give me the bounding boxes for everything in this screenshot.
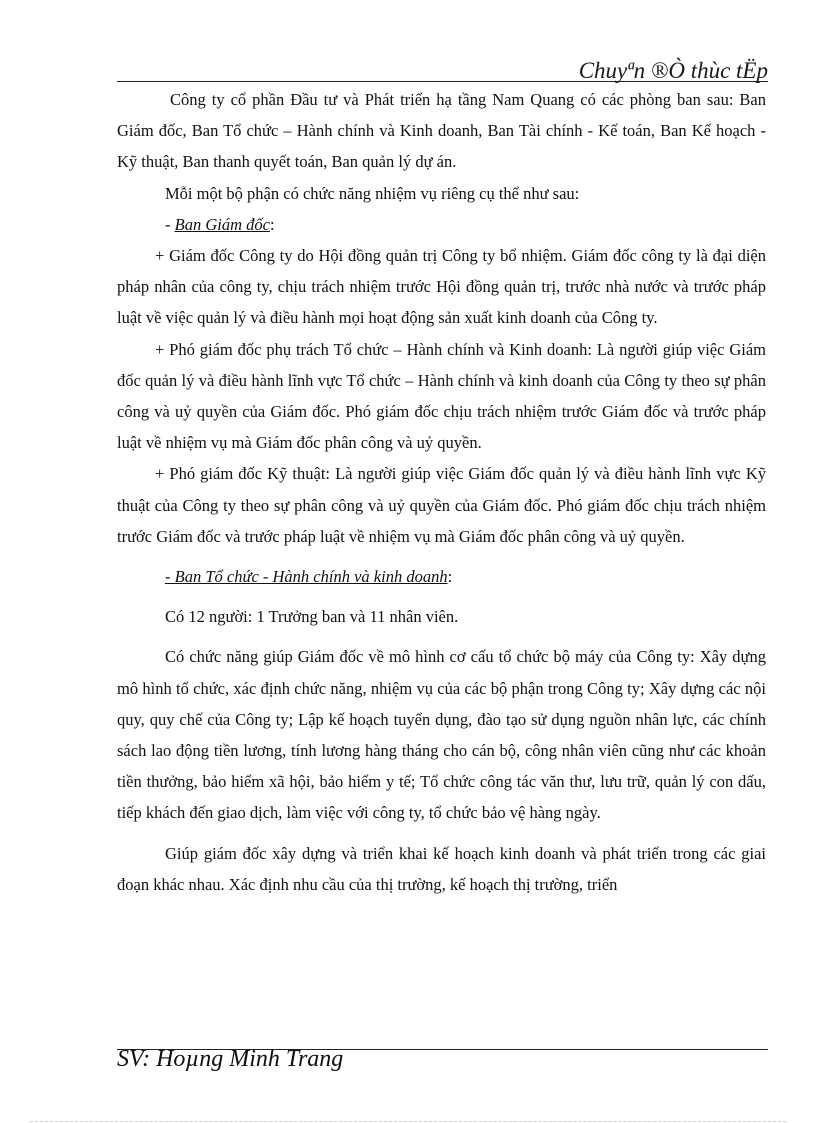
footer-author: SV: Hoµng Minh Trang <box>117 1046 344 1072</box>
section-heading-colon: : <box>447 567 453 587</box>
document-body <box>117 84 766 900</box>
paragraph-deputy-admin: + Phó giám đốc phụ trách Tổ chức – Hành chính và Kinh doanh: Là người giúp việc Giám đốc quản lý và điều hành lĩnh vực Tổ chức – Hành chính và kinh doanh của Công ty theo sự phân công và uỷ quyền của Giám đốc. Phó giám đốc chịu trách nhiệm trước Giám đốc và trước pháp luật về nhiệm vụ mà Giám đốc phân công và uỷ quyền. <box>117 339 766 453</box>
header-divider <box>117 81 768 82</box>
page-bottom-edge <box>30 1121 786 1122</box>
section-heading-organization-dept <box>117 561 766 592</box>
paragraph-deputy-technical: + Phó giám đốc Kỹ thuật: Là người giúp việc Giám đốc quản lý và điều hành lĩnh vực Kỹ thuật của Công ty theo sự phân công và uỷ quyền của Giám đốc. Phó giám đốc chịu trách nhiệm trước Giám đốc và trước pháp luật về nhiệm vụ mà Giám đốc phân công và uỷ quyền. <box>117 464 766 546</box>
section-heading-text: - Ban Tổ chức - Hành chính và kinh doanh <box>165 567 448 587</box>
page-header-title: Chuyªn ®Ò thùc tËp <box>578 58 768 83</box>
paragraph-director: + Giám đốc Công ty do Hội đồng quản trị Công ty bổ nhiệm. Giám đốc công ty là đại diện pháp nhân của công ty, chịu trách nhiệm trước Hội đồng quản trị, trước nhà nước và trước pháp luật về việc quản lý và điều hành mọi hoạt động sản xuất kinh doanh của Công ty. <box>117 246 766 328</box>
paragraph-departments-intro: Công ty cổ phần Đầu tư và Phát triển hạ tầng Nam Quang có các phòng ban sau: Ban Giám đốc, Ban Tổ chức – Hành chính và Kinh doanh, Ban Tài chính - Kế toán, Ban Kế hoạch - Kỹ thuật, Ban thanh quyết toán, Ban quản lý dự án. <box>117 90 766 172</box>
paragraph-staff-count: Có 12 người: 1 Trưởng ban và 11 nhân viên. <box>165 607 459 627</box>
section-heading-colon: : <box>269 214 275 234</box>
paragraph-business-plan: Giúp giám đốc xây dựng và triển khai kế hoạch kinh doanh và phát triển trong các giai đoạn khác nhau. Xác định nhu cầu của thị trường, kế hoạch thị trường, triển <box>117 843 766 894</box>
paragraph-functions-intro: Mỗi một bộ phận có chức năng nhiệm vụ riêng cụ thể như sau: <box>165 183 580 203</box>
section-heading-board-of-directors <box>117 209 766 240</box>
paragraph-org-functions: Có chức năng giúp Giám đốc về mô hình cơ cấu tổ chức bộ máy của Công ty: Xây dựng mô hình tổ chức, xác định chức năng, nhiệm vụ của các bộ phận trong Công ty; Xây dựng các nội quy, quy chế của Công ty; Lập kế hoạch tuyển dụng, đào tạo sử dụng nguồn nhân lực, các chính sách lao động tiền lương, tính lương hàng tháng cho cán bộ, công nhân viên cũng như các khoản tiền thưởng, bảo hiểm xã hội, bảo hiểm y tế; Tổ chức công tác văn thư, lưu trữ, quản lý con dấu, tiếp khách đến giao dịch, làm việc với công ty, tổ chức bảo vệ hàng ngày. <box>117 647 766 823</box>
section-heading-text: Ban Giám đốc <box>174 214 270 234</box>
section-heading-dash: - <box>165 214 175 234</box>
